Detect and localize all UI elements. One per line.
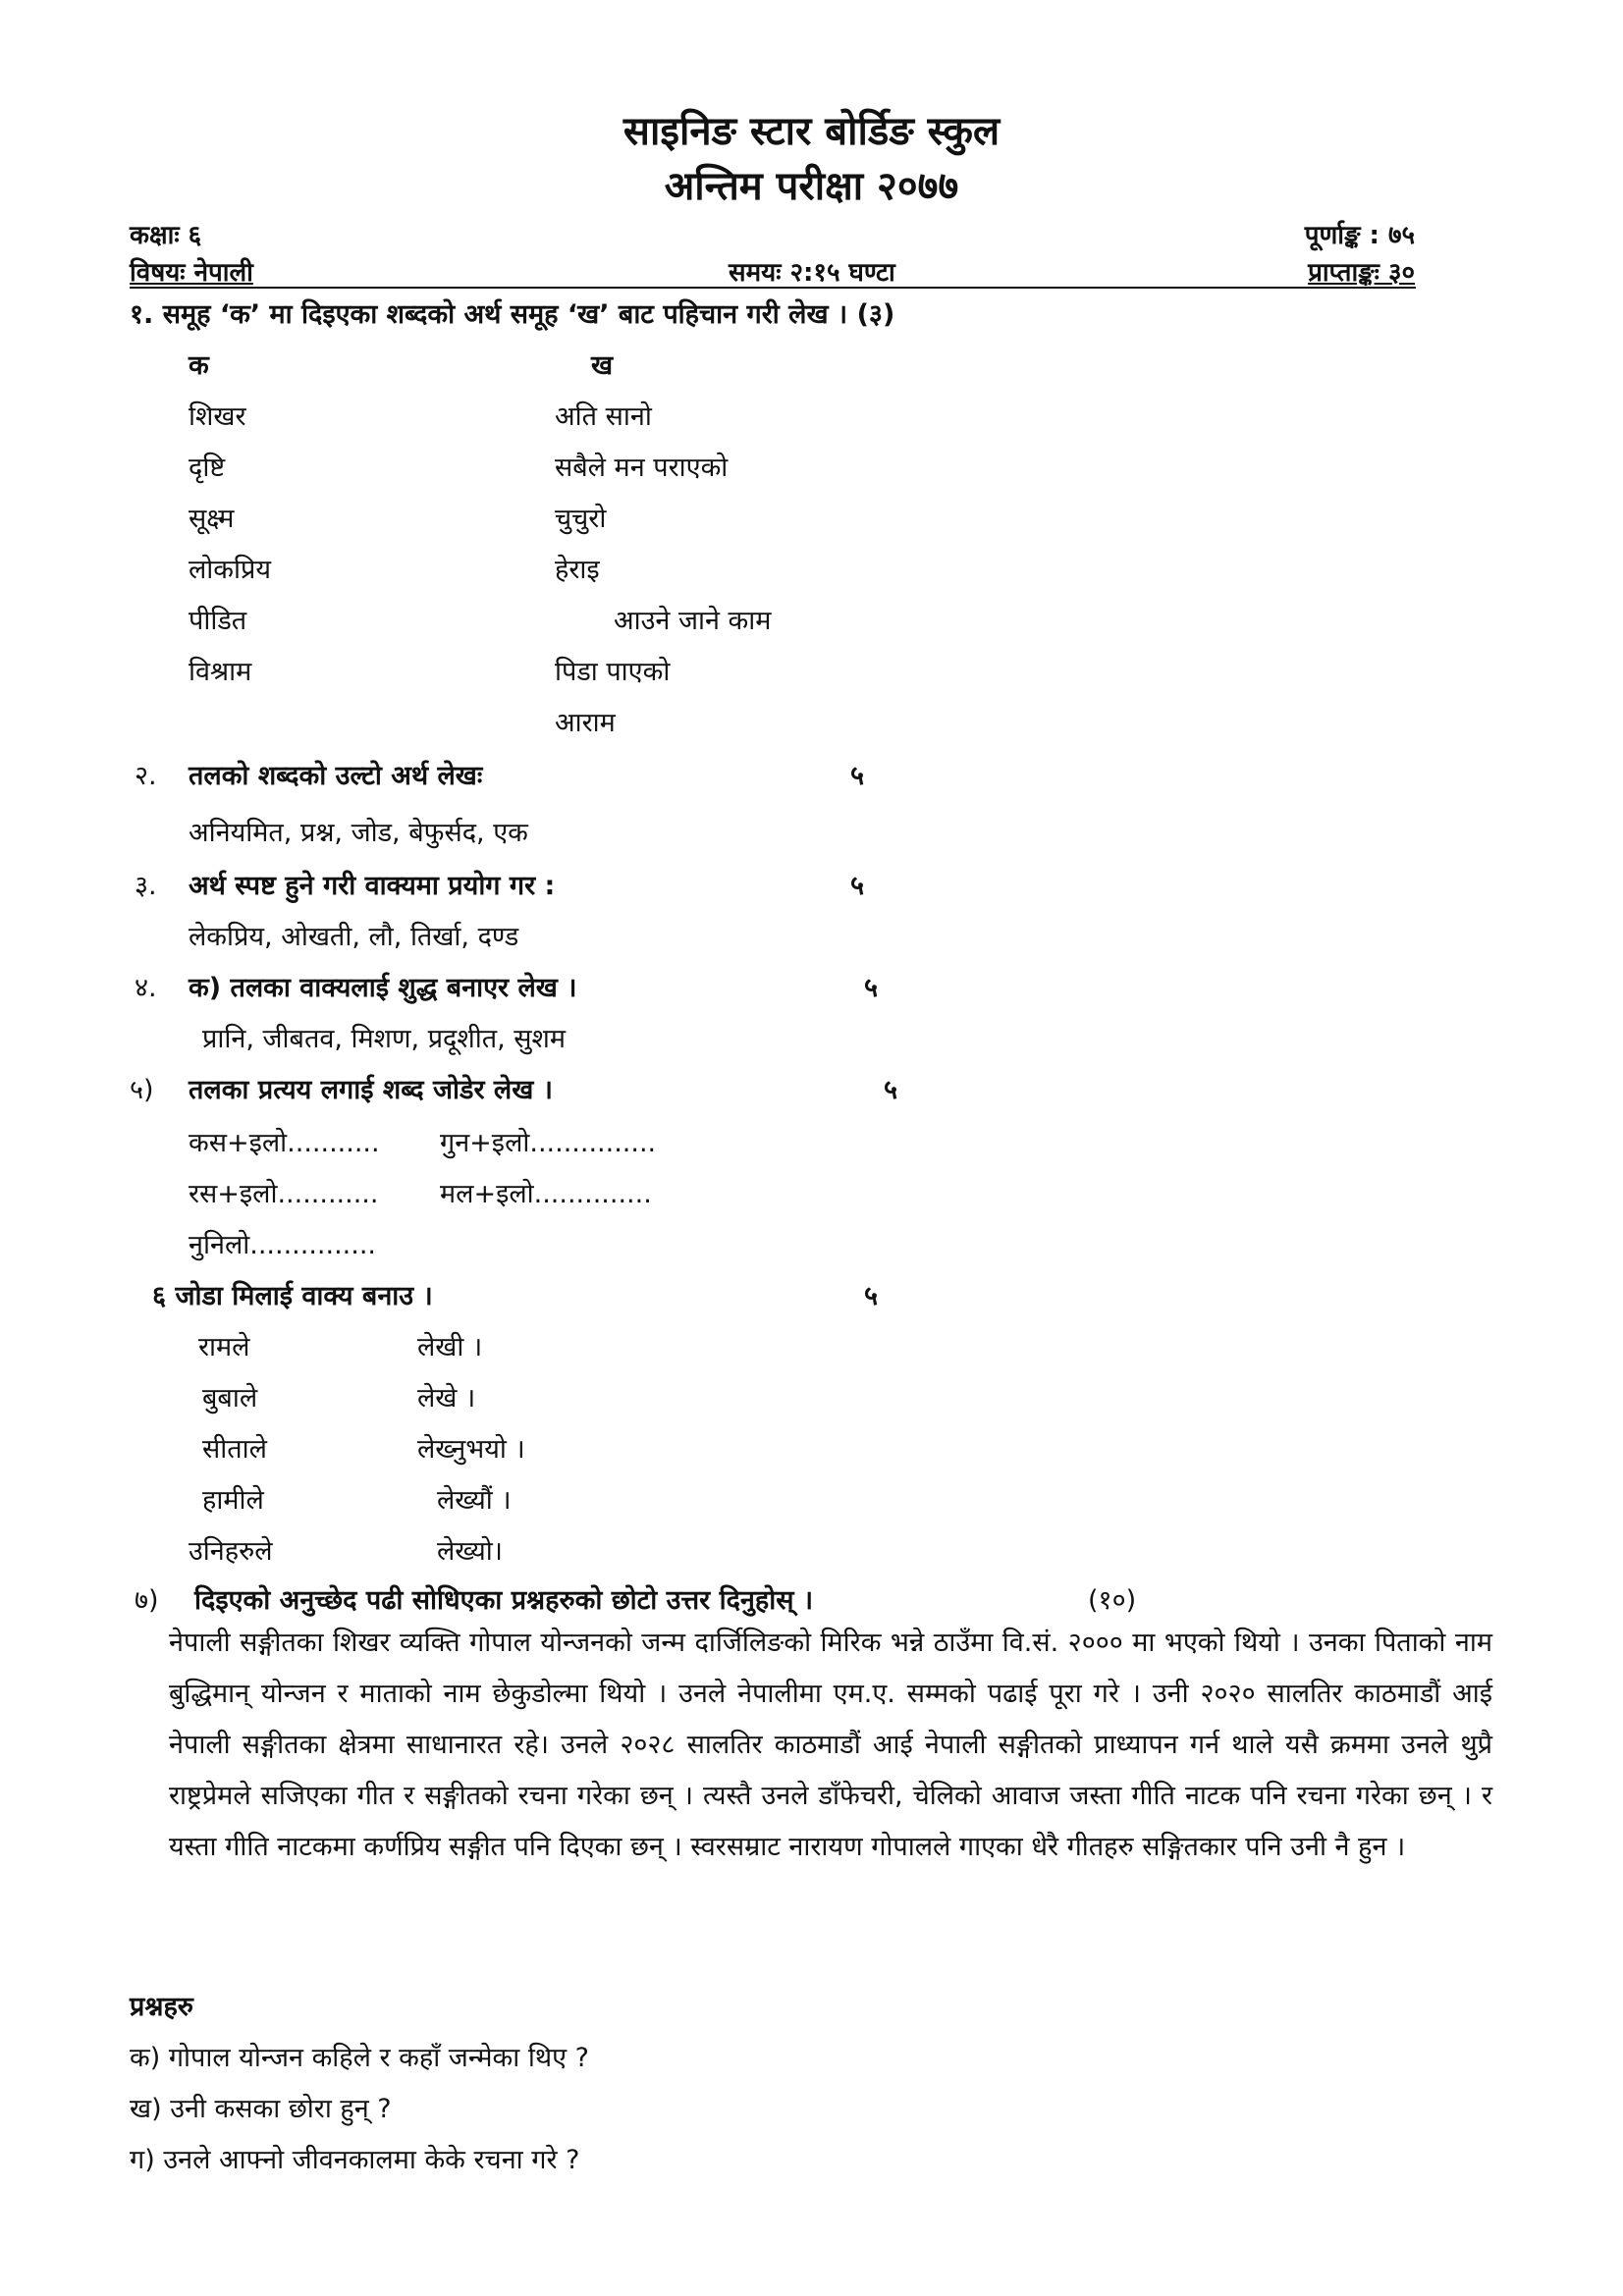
q7-marks: (१०) [1088,1585,1137,1616]
pass-marks: प्राप्ताङ्कः ३० [1308,258,1415,288]
q5-item: नुनिलो............... [189,1230,376,1260]
q1-b-item: आराम [555,708,616,738]
q1-col-a-head: क [189,350,209,381]
q5-marks: ५ [884,1075,898,1105]
q1-title: १. समूह ‘क’ मा दिइएका शब्दको अर्थ समूह ‘ख’ बाट पहिचान गरी लेख । (३) [130,299,895,330]
q1-a-item: सूक्ष्म [189,504,235,534]
time-label: समयः २:१५ घण्टा [729,258,895,288]
q3-marks: ५ [850,871,865,901]
q7-questions-heading: प्रश्नहरु [130,1992,193,2022]
q7-paragraph: नेपाली सङ्गीतका शिखर व्यक्ति गोपाल योन्जनको जन्म दार्जिलिङको मिरिक भन्ने ठाउँमा वि.सं. २००० मा भएको थियो । उनका पिताको नाम बुद्धिमान् योन्जन र माताको नाम छेकुडोल्मा थियो । उनले नेपालीमा एम.ए. सम्मको पढाई पूरा गरे । उनी २०२० सालतिर काठमाडौं आई नेपाली सङ्गीतका क्षेत्रमा साधानारत रहे। उनले २०२८ सालतिर काठमाडौं आई नेपाली सङ्गीतको प्राध्यापन गर्न थाले यसै क्रममा उनले थुप्रै राष्ट्रप्रेमले सजिएका गीत र सङ्गीतको रचना गरेका छन् । त्यस्तै उनले डाँफेचरी, चेलिको आवाज जस्ता गीति नाटक पनि रचना गरेका छन् । र यस्ता गीति नाटकमा कर्णप्रिय सङ्गीत पनि दिएका छन् । स्वरसम्राट नारायण गोपालले गाएका धेरै गीतहरु सङ्गितकार पनि उनी नै हुन । [169,1628,1492,1862]
q5-item: रस+इलो............ [189,1179,379,1209]
subject-label: विषयः नेपाली [130,258,253,288]
q5-item: कस+इलो........... [189,1128,380,1158]
q4-number: ४. [135,973,157,1003]
q6-left-item: रामले [198,1332,250,1362]
full-marks: पूर्णाङ्क : ७५ [1304,221,1415,250]
q5-title: तलका प्रत्यय लगाई शब्द जोडेर लेख । [189,1075,553,1105]
q6-left-item: हामीले [202,1485,264,1516]
school-name: साइनिङ स्टार बोर्डिङ स्कुल [622,109,1001,154]
q1-a-item: दृष्टि [189,453,226,483]
q2-marks: ५ [850,761,865,791]
q4-words: प्रानि, जीबतव, मिशण, प्रदूशीत, सुशम [202,1024,567,1054]
header-rule [130,287,1416,289]
q1-b-item: चुचुरो [555,504,607,534]
q5-item: गुन+इलो............... [440,1128,657,1158]
q7-title: दिइएको अनुच्छेद पढी सोधिएका प्रश्नहरुको छोटो उत्तर दिनुहोस् । [194,1585,814,1616]
q1-a-item: पीडित [189,606,247,636]
q2-words: अनियमित, प्रश्न, जोड, बेफुर्सद, एक [189,818,528,848]
q6-left-item: सीताले [202,1434,267,1465]
q7-number: ७) [135,1585,159,1616]
q6-right-item: लेख्यौं । [437,1485,512,1516]
q1-b-item: आउने जाने काम [614,606,772,636]
q1-b-item: हेराइ [555,555,600,585]
q1-b-item: अति सानो [555,401,652,432]
q3-number: ३. [135,871,157,901]
q7-question: क) गोपाल योन्जन कहिले र कहाँ जन्मेका थिए ? [130,2043,589,2073]
q6-marks: ५ [864,1281,879,1311]
q1-a-item: विश्राम [189,657,252,687]
q6-left-item: उनिहरुले [189,1536,273,1567]
q1-b-item: पिडा पाएको [555,657,671,687]
q6-left-item: बुबाले [202,1383,258,1414]
q1-b-item: सबैले मन पराएको [555,453,729,483]
class-label: कक्षाः ६ [130,221,202,250]
q1-a-item: शिखर [189,401,246,432]
q4-title: क) तलका वाक्यलाई शुद्ध बनाएर लेख । [189,973,577,1003]
q4-marks: ५ [864,973,879,1003]
q7-question: ग) उनले आफ्नो जीवनकालमा केके रचना गरे ? [130,2145,580,2175]
q2-number: २. [135,761,157,791]
q6-right-item: लेख्यो। [437,1536,503,1567]
q2-title: तलको शब्दको उल्टो अर्थ लेखः [189,761,483,791]
q6-right-item: लेख्नुभयो । [417,1434,525,1465]
q6-right-item: लेखे । [417,1383,476,1414]
q3-title: अर्थ स्पष्ट हुने गरी वाक्यमा प्रयोग गर : [189,871,556,901]
q6-right-item: लेखी । [417,1332,483,1362]
q3-words: लेकप्रिय, ओखती, लौ, तिर्खा, दण्ड [189,922,519,952]
q5-number: ५) [130,1075,154,1105]
exam-title: अन्तिम परीक्षा २०७७ [664,164,959,209]
q1-col-b-head: ख [591,350,614,381]
q7-question: ख) उनी कसका छोरा हुन् ? [130,2094,392,2124]
q6-title: ६ जोडा मिलाई वाक्य बनाउ । [152,1281,433,1311]
q5-item: मल+इलो.............. [440,1179,652,1209]
q1-a-item: लोकप्रिय [189,555,272,585]
